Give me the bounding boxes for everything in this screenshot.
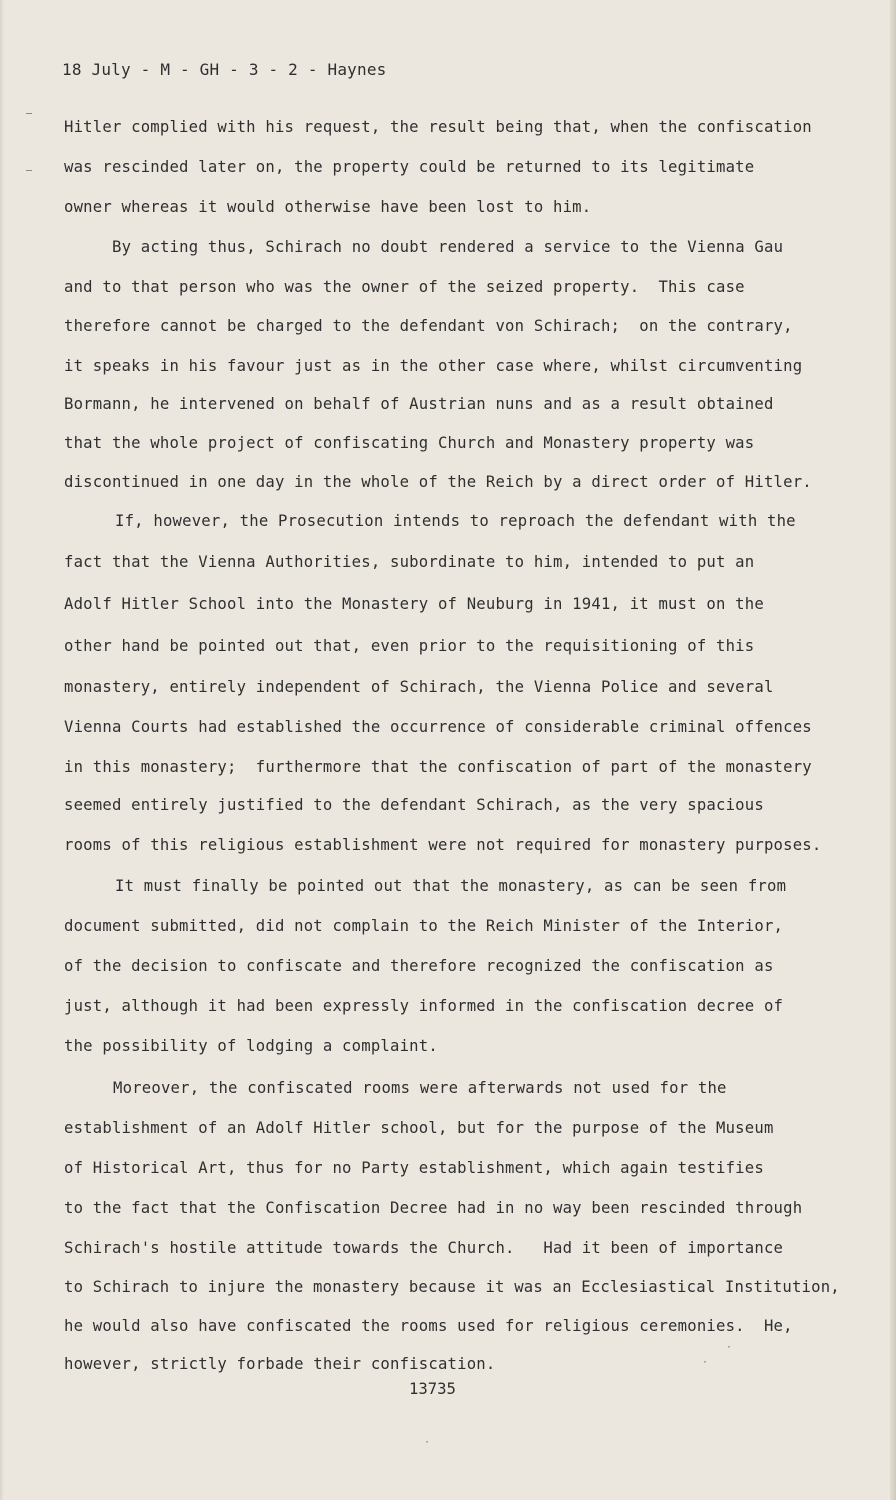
text-line: By acting thus, Schirach no doubt rendered a service to the Vienna Gau xyxy=(112,238,784,256)
text-line: It must finally be pointed out that the monastery, as can be seen from xyxy=(115,877,787,895)
text-line: Vienna Courts had established the occurrence of considerable criminal offences xyxy=(64,718,812,736)
text-line: Bormann, he intervened on behalf of Austrian nuns and as a result obtained xyxy=(64,395,774,413)
text-line: monastery, entirely independent of Schirach, the Vienna Police and several xyxy=(64,678,774,696)
text-line: to the fact that the Confiscation Decree had in no way been rescinded through xyxy=(64,1199,803,1217)
text-line: Hitler complied with his request, the result being that, when the confiscation xyxy=(64,118,812,136)
text-line: fact that the Vienna Authorities, subordinate to him, intended to put an xyxy=(64,553,755,571)
text-line: establishment of an Adolf Hitler school, but for the purpose of the Museum xyxy=(64,1119,774,1137)
text-line: to Schirach to injure the monastery because it was an Ecclesiastical Institution, xyxy=(64,1278,840,1296)
text-line: the possibility of lodging a complaint. xyxy=(64,1037,438,1055)
text-line: just, although it had been expressly informed in the confiscation decree of xyxy=(64,997,784,1015)
text-line: of the decision to confiscate and therefore recognized the confiscation as xyxy=(64,957,774,975)
text-line: that the whole project of confiscating Church and Monastery property was xyxy=(64,434,755,452)
text-line: Schirach's hostile attitude towards the Church. Had it been of importance xyxy=(64,1239,784,1257)
text-line: rooms of this religious establishment were not required for monastery purposes. xyxy=(64,836,822,854)
text-line: If, however, the Prosecution intends to reproach the defendant with the xyxy=(115,512,796,530)
text-line: and to that person who was the owner of the seized property. This case xyxy=(64,278,745,296)
paper-left-edge xyxy=(0,0,4,1500)
margin-mark xyxy=(26,170,32,171)
ink-speck: · xyxy=(424,1437,431,1448)
page-header: 18 July - M - GH - 3 - 2 - Haynes xyxy=(62,60,387,79)
text-line: of Historical Art, thus for no Party establishment, which again testifies xyxy=(64,1159,764,1177)
text-line: document submitted, did not complain to the Reich Minister of the Interior, xyxy=(64,917,784,935)
text-line: therefore cannot be charged to the defendant von Schirach; on the contrary, xyxy=(64,317,793,335)
ink-speck: · xyxy=(726,1342,733,1353)
page-number: 13735 xyxy=(409,1380,456,1398)
ink-speck: · xyxy=(702,1357,709,1368)
text-line: in this monastery; furthermore that the confiscation of part of the monastery xyxy=(64,758,812,776)
text-line: seemed entirely justified to the defendant Schirach, as the very spacious xyxy=(64,796,764,814)
margin-mark xyxy=(26,113,32,114)
text-line: was rescinded later on, the property could be returned to its legitimate xyxy=(64,158,755,176)
text-line: however, strictly forbade their confiscation. xyxy=(64,1355,496,1373)
paper-right-edge xyxy=(890,0,896,1500)
text-line: it speaks in his favour just as in the other case where, whilst circumventing xyxy=(64,357,803,375)
text-line: owner whereas it would otherwise have been lost to him. xyxy=(64,198,592,216)
text-line: Adolf Hitler School into the Monastery of Neuburg in 1941, it must on the xyxy=(64,595,764,613)
text-line: discontinued in one day in the whole of the Reich by a direct order of Hitler. xyxy=(64,473,812,491)
text-line: other hand be pointed out that, even prior to the requisitioning of this xyxy=(64,637,755,655)
text-line: he would also have confiscated the rooms used for religious ceremonies. He, xyxy=(64,1317,793,1335)
text-line: Moreover, the confiscated rooms were afterwards not used for the xyxy=(113,1079,727,1097)
